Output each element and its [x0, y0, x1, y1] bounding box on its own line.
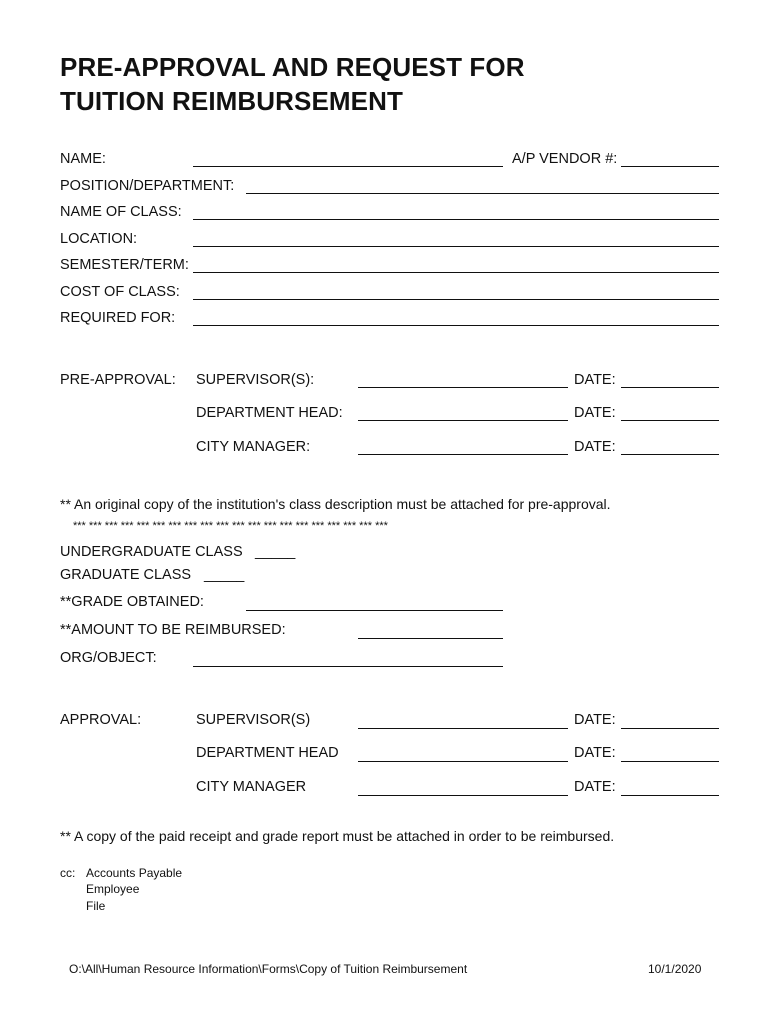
graduate-label: GRADUATE CLASS: [60, 567, 192, 583]
location-label: LOCATION:: [60, 231, 138, 247]
class-name-label: NAME OF CLASS:: [60, 204, 182, 220]
graduate-blank[interactable]: _____: [204, 567, 245, 583]
cc-item-accounts-payable: Accounts Payable: [86, 866, 183, 880]
preapproval-supervisor-date-field[interactable]: [621, 387, 719, 388]
amount-label: **AMOUNT TO BE REIMBURSED:: [60, 622, 286, 638]
cc-label: cc:: [60, 866, 76, 880]
name-field[interactable]: [193, 166, 503, 167]
form-title-line-1: PRE-APPROVAL AND REQUEST FOR: [60, 52, 525, 82]
approval-dept-head-date-field[interactable]: [621, 761, 719, 762]
preapproval-city-manager-date-label: DATE:: [574, 439, 616, 455]
footer-file-path: O:\All\Human Resource Information\Forms\Copy of Tuition Reimbursement: [69, 962, 468, 976]
cost-field[interactable]: [193, 299, 719, 300]
org-object-field[interactable]: [193, 666, 503, 667]
approval-city-manager-date-label: DATE:: [574, 779, 616, 795]
grade-field[interactable]: [246, 610, 503, 611]
semester-label: SEMESTER/TERM:: [60, 257, 189, 273]
position-field[interactable]: [246, 193, 719, 194]
preapproval-label: PRE-APPROVAL:: [60, 372, 176, 388]
preapproval-supervisor-date-label: DATE:: [574, 372, 616, 388]
preapproval-supervisor-label: SUPERVISOR(S):: [196, 372, 315, 388]
class-name-field[interactable]: [193, 219, 719, 220]
approval-dept-head-label: DEPARTMENT HEAD: [196, 745, 339, 761]
approval-city-manager-date-field[interactable]: [621, 795, 719, 796]
form-title-line-2: TUITION REIMBURSEMENT: [60, 86, 403, 116]
preapproval-city-manager-date-field[interactable]: [621, 454, 719, 455]
receipt-note: ** A copy of the paid receipt and grade report must be attached in order to be reimbursed.: [60, 828, 615, 844]
preapproval-dept-head-date-label: DATE:: [574, 405, 616, 421]
required-label: REQUIRED FOR:: [60, 310, 176, 326]
vendor-label: A/P VENDOR #:: [512, 151, 618, 167]
approval-supervisor-field[interactable]: [358, 728, 568, 729]
required-field[interactable]: [193, 325, 719, 326]
semester-field[interactable]: [193, 272, 719, 273]
grade-label: **GRADE OBTAINED:: [60, 594, 204, 610]
preapproval-dept-head-date-field[interactable]: [621, 420, 719, 421]
cost-label: COST OF CLASS:: [60, 284, 180, 300]
undergraduate-blank[interactable]: _____: [255, 544, 296, 560]
undergraduate-label: UNDERGRADUATE CLASS: [60, 544, 243, 560]
separator-stars: *** *** *** *** *** *** *** *** *** *** *** *** *** *** *** *** *** *** *** ***: [73, 520, 388, 532]
approval-supervisor-date-field[interactable]: [621, 728, 719, 729]
footer-date: 10/1/2020: [648, 962, 702, 976]
preapproval-supervisor-field[interactable]: [358, 387, 568, 388]
approval-city-manager-label: CITY MANAGER: [196, 779, 307, 795]
approval-supervisor-date-label: DATE:: [574, 712, 616, 728]
preapproval-dept-head-field[interactable]: [358, 420, 568, 421]
preapproval-city-manager-label: CITY MANAGER:: [196, 439, 311, 455]
approval-label: APPROVAL:: [60, 712, 142, 728]
position-label: POSITION/DEPARTMENT:: [60, 178, 235, 194]
org-object-label: ORG/OBJECT:: [60, 650, 157, 666]
name-label: NAME:: [60, 151, 106, 167]
approval-city-manager-field[interactable]: [358, 795, 568, 796]
approval-dept-head-date-label: DATE:: [574, 745, 616, 761]
preapproval-note: ** An original copy of the institution's class description must be attached for pre-approval.: [60, 496, 611, 512]
cc-item-employee: Employee: [86, 882, 140, 896]
location-field[interactable]: [193, 246, 719, 247]
preapproval-city-manager-field[interactable]: [358, 454, 568, 455]
vendor-field[interactable]: [621, 166, 719, 167]
approval-supervisor-label: SUPERVISOR(S): [196, 712, 311, 728]
approval-dept-head-field[interactable]: [358, 761, 568, 762]
preapproval-dept-head-label: DEPARTMENT HEAD:: [196, 405, 343, 421]
cc-item-file: File: [86, 899, 106, 913]
amount-field[interactable]: [358, 638, 503, 639]
